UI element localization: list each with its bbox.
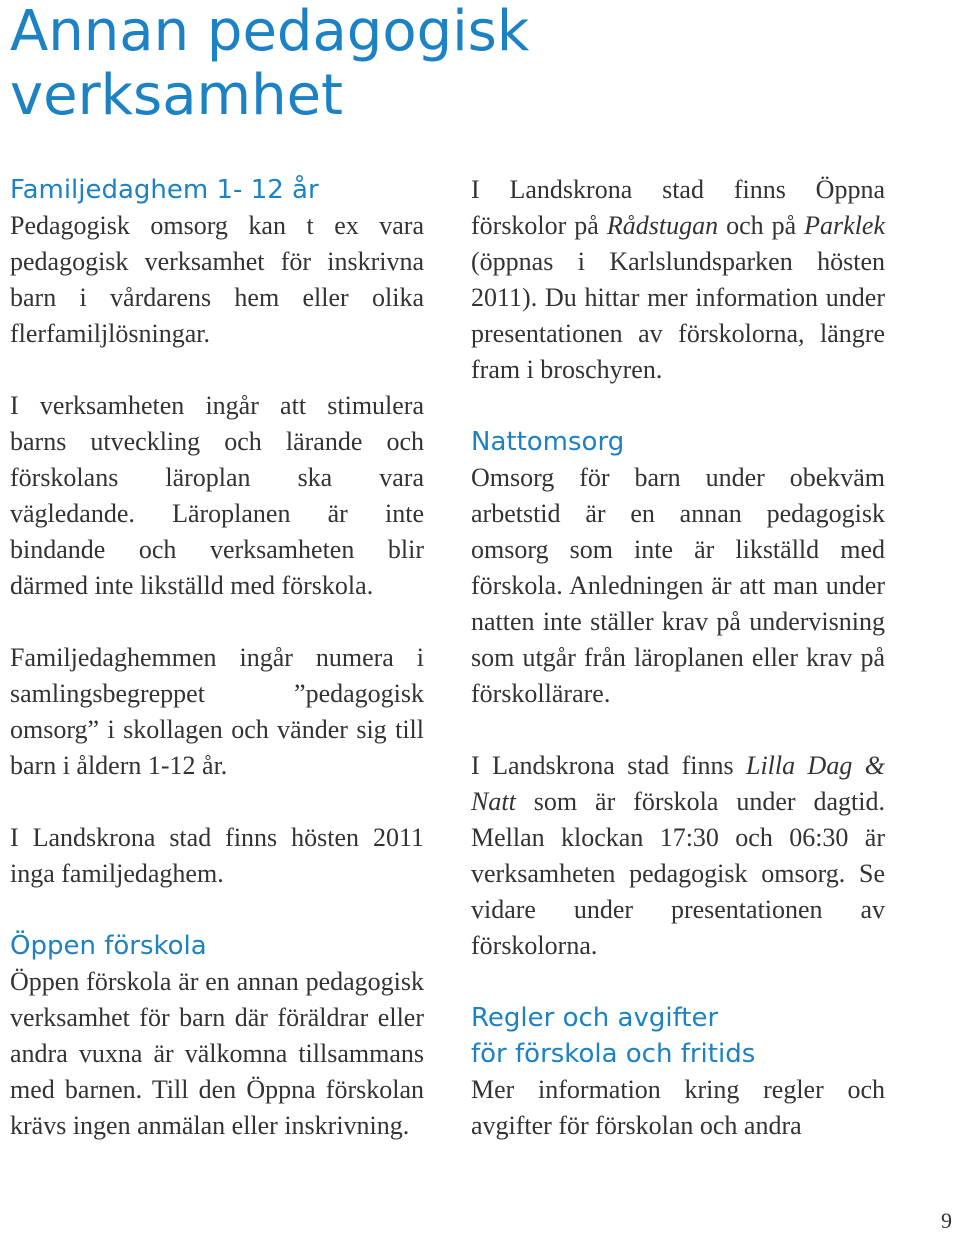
nattomsorg-heading: Nattomsorg <box>471 427 625 457</box>
page-title-line2: verksamhet <box>10 63 343 128</box>
nattomsorg-paragraph-2 <box>471 748 885 964</box>
right-column <box>471 172 885 1144</box>
familjedaghem-paragraph-1: Pedagogisk omsorg kan t ex vara pedagogisk verksamhet för inskrivna barn i vårdarens hem eller olika flerfamiljlösningar. <box>10 211 424 348</box>
oppen-forskola-paragraph: Öppen förskola är en annan pedagogisk verksamhet för barn där föräldrar eller andra vuxna är välkomna tillsammans med barnen. Till den Öppna förskolan krävs ingen anmälan eller inskrivning. <box>10 967 424 1140</box>
familjedaghem-paragraph-4: I Landskrona stad finns hösten 2011 inga familjedaghem. <box>10 823 424 888</box>
oppna-forskolor-paragraph <box>471 172 885 388</box>
regler-heading <box>471 1000 885 1072</box>
regler-paragraph: Mer information kring regler och avgifter för förskolan och andra <box>471 1075 885 1140</box>
parklek-name: Parklek <box>804 211 885 240</box>
page-title-line1: Annan pedagogisk <box>10 0 530 64</box>
familjedaghem-heading: Familjedaghem 1- 12 år <box>10 175 319 205</box>
nattomsorg-text-1: I Landskrona stad finns <box>471 751 746 780</box>
oppna-forskolor-text-2: och på <box>718 211 805 240</box>
familjedaghem-paragraph-2: I verksamheten ingår att stimulera barns utveckling och lärande och förskolans läroplan ska vara vägledande. Läroplanen är inte bindande och verksamheten blir därmed inte likställd med förskola. <box>10 391 424 600</box>
radstugan-name: Rådstugan <box>606 211 719 240</box>
lilla-dag-natt-name: Lilla Dag & Natt <box>471 751 885 816</box>
oppen-forskola-heading: Öppen förskola <box>10 931 207 961</box>
page-number: 9 <box>941 1208 952 1233</box>
left-column <box>10 172 424 1144</box>
nattomsorg-paragraph-1: Omsorg för barn under obekväm arbetstid är en annan pedagogisk omsorg som inte är likställd med förskola. Anledningen är att man under natten inte ställer krav på undervisning som utgår från läroplanen eller krav på förskollärare. <box>471 463 885 708</box>
oppna-forskolor-text-1: I Landskrona stad finns Öppna förskolor på <box>471 175 885 240</box>
page-title <box>10 0 910 128</box>
oppna-forskolor-text-3: (öppnas i Karlslundsparken hösten 2011). Du hittar mer information under presentationen av förskolorna, längre fram i broschyren. <box>471 247 885 384</box>
familjedaghem-paragraph-3: Familjedaghemmen ingår numera i samlingsbegreppet ”pedagogisk omsorg” i skollagen och vänder sig till barn i åldern 1-12 år. <box>10 643 424 780</box>
regler-heading-line2: för förskola och fritids <box>471 1039 756 1069</box>
nattomsorg-text-2: som är förskola under dagtid. Mellan klockan 17:30 och 06:30 är verksamheten pedagogisk omsorg. Se vidare under presentationen av förskolorna. <box>471 787 885 960</box>
regler-heading-line1: Regler och avgifter <box>471 1003 719 1033</box>
